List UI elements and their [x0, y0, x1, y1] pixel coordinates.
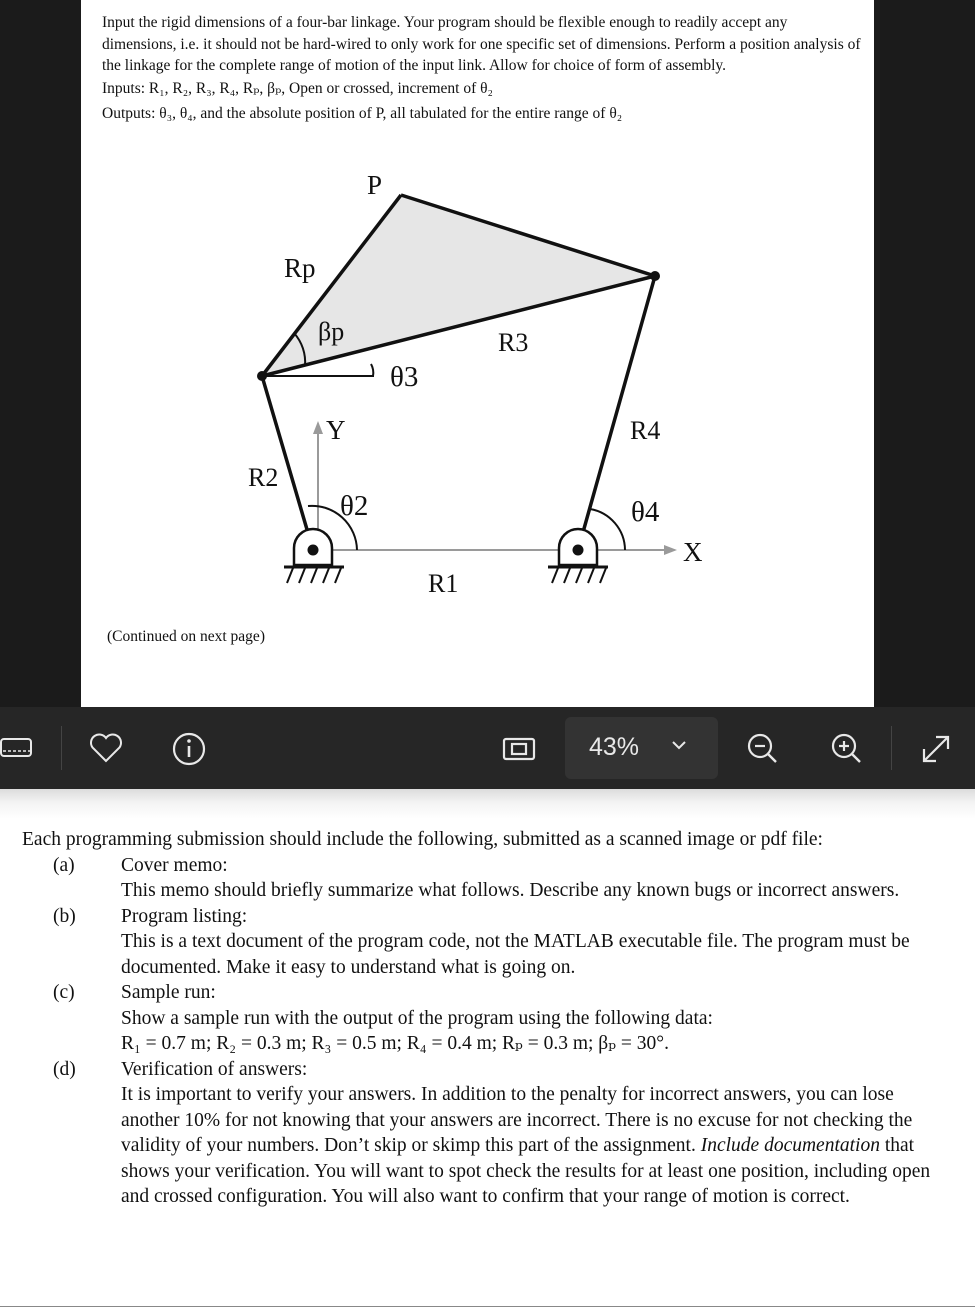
- item-body-part: It is important to verify your answers. In addition to the penalty for incorrect answers, you can lose another 10% for not knowing that your answers are incorrect. There is no excuse for not checking the validity of your numbers. Don’t skip or skimp this part of the assignment.: [121, 1084, 913, 1156]
- filmstrip-button[interactable]: [0, 733, 34, 763]
- label-r1: R1: [428, 569, 459, 598]
- fit-page-icon: [501, 735, 537, 763]
- info-icon: [172, 732, 206, 766]
- bottom-divider: [0, 1306, 975, 1307]
- inputs-line: Inputs: R₁, R₂, R₃, R₄, Rₚ, βₚ, Open or crossed, increment of θ₂: [102, 79, 493, 97]
- item-body-part: that shows your verification. You will want to spot check the results for at least one position, including open and crossed configuration. You will also want to confirm that your range of motion is correct.: [121, 1135, 931, 1207]
- label-theta4: θ4: [631, 496, 660, 528]
- favorite-button[interactable]: [86, 731, 126, 765]
- label-theta3: θ3: [390, 361, 419, 393]
- expand-button[interactable]: [918, 731, 954, 767]
- zoom-in-icon: [829, 731, 863, 765]
- viewer-toolbar: [0, 707, 975, 789]
- document-page: [81, 0, 874, 707]
- item-label: (a): [53, 854, 75, 876]
- list-item: [22, 853, 942, 904]
- expand-icon: [919, 732, 953, 766]
- item-label: (d): [53, 1058, 76, 1080]
- info-button[interactable]: [171, 731, 207, 767]
- item-label: (c): [53, 982, 75, 1003]
- item-body: This memo should briefly summarize what follows. Describe any known bugs or incorrect answers.: [121, 880, 900, 901]
- submission-requirements: [22, 827, 942, 1210]
- label-beta-p: βp: [318, 317, 345, 346]
- y-axis-arrowhead: [313, 421, 323, 434]
- label-p: P: [367, 170, 383, 200]
- outputs-line: Outputs: θ₃, θ₄, and the absolute position of P, all tabulated for the entire range of θ₂: [102, 104, 623, 122]
- zoom-out-icon: [745, 731, 779, 765]
- toolbar-separator: [891, 726, 892, 770]
- ground-pin-o2: [308, 545, 319, 556]
- pin-joint-b: [650, 271, 660, 281]
- zoom-level-value: 43%: [589, 733, 640, 761]
- document-continuation: [0, 789, 975, 1309]
- item-body: [121, 1082, 942, 1210]
- coupler-triangle: [262, 195, 655, 376]
- ground-pin-o4: [573, 545, 584, 556]
- continued-note: (Continued on next page): [107, 628, 265, 645]
- four-bar-linkage-diagram: [81, 0, 874, 707]
- submission-intro: Each programming submission should include the following, submitted as a scanned image or pdf file:: [22, 829, 823, 850]
- label-r3: R3: [498, 328, 529, 357]
- label-r2: R2: [248, 463, 279, 492]
- item-title: Program listing:: [121, 905, 248, 927]
- ground-hatch-o4: [552, 568, 606, 583]
- label-y: Y: [326, 415, 346, 445]
- zoom-level-dropdown[interactable]: [565, 717, 718, 779]
- intro-paragraph: Input the rigid dimensions of a four-bar linkage. Your program should be flexible enough to readily accept any dimensions, i.e. it should not be hard-wired to only work for one specific set of dimensions. Perform a position analysis of the linkage for the complete range of motion of the input link. Allow for choice of form of assembly.: [102, 14, 861, 74]
- zoom-in-button[interactable]: [828, 730, 864, 766]
- label-rp: Rp: [284, 253, 316, 283]
- label-theta2: θ2: [340, 490, 369, 522]
- list-item: [22, 904, 942, 981]
- label-r4: R4: [630, 416, 661, 445]
- theta3-arc: [371, 364, 373, 376]
- item-title: Sample run:: [121, 982, 216, 1003]
- sample-data-line: R₁ = 0.7 m; R₂ = 0.3 m; R₃ = 0.5 m; R₄ = 0.4 m; Rₚ = 0.3 m; βₚ = 30°.: [121, 1033, 669, 1054]
- chevron-down-icon: [671, 739, 687, 751]
- toolbar-separator: [61, 726, 62, 770]
- item-body-emphasis: Include documentation: [700, 1135, 880, 1156]
- fit-page-button[interactable]: [500, 734, 538, 764]
- heart-icon: [88, 732, 124, 764]
- zoom-out-button[interactable]: [744, 730, 780, 766]
- item-body: This is a text document of the program code, not the MATLAB executable file. The program must be documented. Make it easy to understand what is going on.: [121, 931, 910, 978]
- x-axis-arrowhead: [664, 545, 677, 555]
- item-title: Verification of answers:: [121, 1058, 308, 1080]
- label-x: X: [683, 537, 703, 567]
- list-item: [22, 1057, 942, 1210]
- list-item: [22, 980, 942, 1057]
- item-body: Show a sample run with the output of the program using the following data:: [121, 1007, 713, 1029]
- filmstrip-icon: [0, 736, 34, 760]
- pin-joint-a: [257, 371, 267, 381]
- item-label: (b): [53, 905, 76, 927]
- item-title: Cover memo:: [121, 854, 228, 876]
- ground-hatch-o2: [287, 568, 341, 583]
